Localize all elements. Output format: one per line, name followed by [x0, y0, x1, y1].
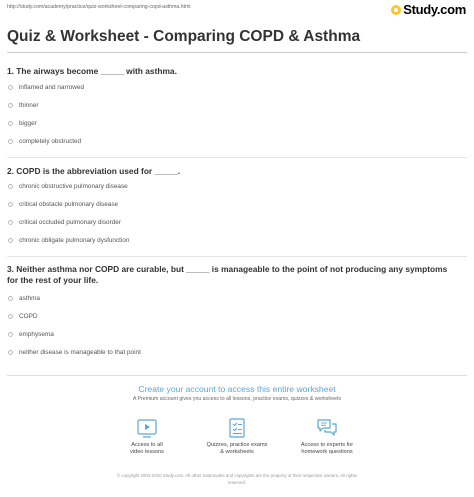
- feature-label-line: Access to all: [131, 442, 163, 448]
- feature-label-line: video lessons: [130, 449, 164, 455]
- q1-option-4[interactable]: completely obstructed: [8, 138, 81, 145]
- radio-button[interactable]: [8, 121, 13, 126]
- radio-button[interactable]: [8, 184, 13, 189]
- feature-quizzes: [192, 417, 282, 456]
- quiz-icon: [226, 417, 248, 439]
- radio-button[interactable]: [8, 103, 13, 108]
- radio-button[interactable]: [8, 314, 13, 319]
- q2-option-2[interactable]: critical obstacle pulmonary disease: [8, 201, 118, 208]
- feature-experts: [282, 417, 372, 456]
- radio-button[interactable]: [8, 238, 13, 243]
- radio-button[interactable]: [8, 350, 13, 355]
- q2-option-4[interactable]: chronic obligate pulmonary dysfunction: [8, 237, 129, 244]
- page-title: Quiz & Worksheet - Comparing COPD & Asthma: [7, 28, 361, 45]
- q3-option-3[interactable]: emphysema: [8, 331, 54, 338]
- question-3-text-line-2: for the rest of your life.: [7, 275, 99, 285]
- question-divider: [7, 157, 467, 158]
- video-icon: [136, 417, 158, 439]
- radio-button[interactable]: [8, 332, 13, 337]
- question-divider: [7, 256, 467, 257]
- logo-dot-icon: [391, 5, 401, 15]
- study-logo[interactable]: [391, 2, 466, 17]
- q3-option-2[interactable]: COPD: [8, 313, 37, 320]
- feature-label-line: Access to experts for: [300, 442, 354, 448]
- q1-option-3[interactable]: bigger: [8, 120, 37, 127]
- q1-option-1[interactable]: inflamed and narrowed: [8, 84, 84, 91]
- q3-option-1[interactable]: asthma: [8, 295, 40, 302]
- chat-icon: [316, 417, 338, 439]
- copyright-footer: [0, 472, 474, 486]
- radio-button[interactable]: [8, 220, 13, 225]
- radio-button[interactable]: [8, 139, 13, 144]
- feature-label-line: & worksheets: [220, 449, 254, 455]
- q2-option-1[interactable]: chronic obstructive pulmonary disease: [8, 183, 128, 190]
- q3-option-4[interactable]: neither disease is manageable to that point: [8, 349, 141, 356]
- radio-button[interactable]: [8, 202, 13, 207]
- promo-divider: [7, 375, 467, 376]
- radio-button[interactable]: [8, 85, 13, 90]
- question-2-text: 2. COPD is the abbreviation used for _____.: [7, 166, 181, 176]
- feature-video-lessons: [102, 417, 192, 456]
- create-account-link[interactable]: Create your account to access this entire worksheet: [138, 384, 336, 394]
- feature-label-line: homework questions: [301, 449, 353, 455]
- logo-text: Study.com: [403, 2, 466, 17]
- q2-option-3[interactable]: critical occluded pulmonary disorder: [8, 219, 121, 226]
- radio-button[interactable]: [8, 296, 13, 301]
- question-3-text-line-1: 3. Neither asthma nor COPD are curable, but _____ is manageable to the point of not producing any symptoms: [7, 264, 448, 274]
- page-url: http://study.com/academy/practice/quiz-worksheet-comparing-copd-asthma.html: [7, 4, 191, 10]
- title-divider: [7, 52, 467, 53]
- promo-subtitle: A Premium account gives you access to all lessons, practice exams, quizzes & worksheets: [132, 396, 342, 402]
- q1-option-2[interactable]: thinner: [8, 102, 39, 109]
- question-1-text: 1. The airways become _____ with asthma.: [7, 66, 177, 76]
- copyright-line: reserved.: [227, 480, 247, 485]
- feature-label-line: Quizzes, practice exams: [206, 442, 268, 448]
- copyright-line: © copyright 2003-2020 Study.com. All other trademarks and copyrights are the property of their respective owners. All rights: [117, 473, 357, 478]
